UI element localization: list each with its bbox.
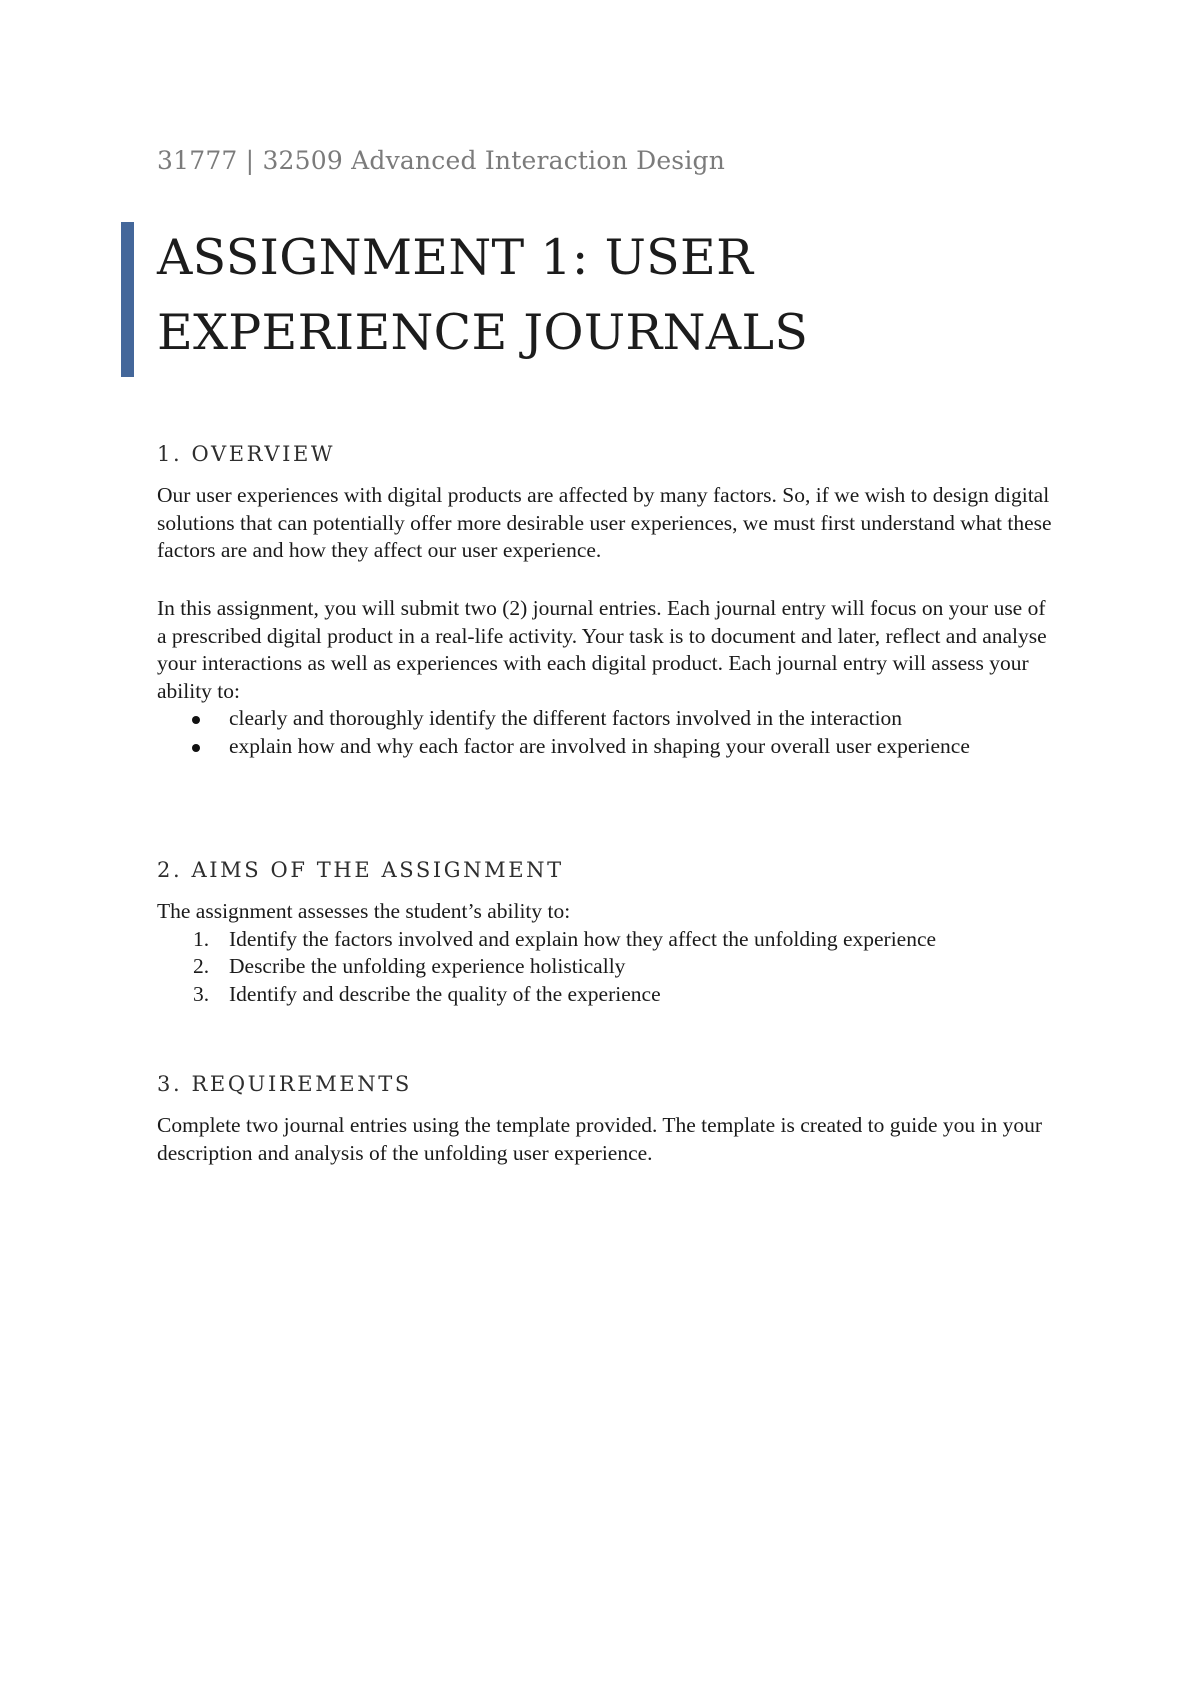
overview-paragraph-1: [157, 482, 1057, 565]
overview-bullet-list: [157, 705, 1057, 760]
section-heading-overview: 1. OVERVIEW: [157, 442, 336, 466]
title-accent-bar: [121, 222, 134, 377]
list-number: 3.: [193, 981, 210, 1006]
requirements-text: Complete two journal entries using the template provided. The template is created to guide you in your description and analysis of the unfolding user experience.: [157, 1113, 1043, 1165]
bullet-icon: [192, 744, 200, 752]
list-number: 2.: [193, 954, 210, 978]
course-header: 31777 | 32509 Advanced Interaction Design: [157, 146, 726, 175]
bullet-icon: [192, 716, 200, 724]
section-heading-aims: 2. AIMS OF THE ASSIGNMENT: [157, 858, 564, 882]
aims-numbered-list: [157, 926, 1057, 1009]
document-title: ASSIGNMENT 1: USER EXPERIENCE JOURNALS: [157, 229, 809, 361]
overview-paragraph-2: [157, 595, 1057, 760]
list-item: [157, 705, 1057, 733]
list-item: [157, 953, 1057, 981]
section-heading-requirements: 3. REQUIREMENTS: [157, 1072, 412, 1096]
list-item: [157, 733, 1057, 761]
list-item: [157, 926, 1057, 954]
list-item: [157, 981, 1057, 1009]
list-text: Describe the unfolding experience holistically: [229, 954, 626, 978]
requirements-paragraph: [157, 1112, 1057, 1167]
bullet-text: clearly and thoroughly identify the different factors involved in the interaction: [229, 706, 903, 730]
list-text: Identify the factors involved and explain how they affect the unfolding experience: [229, 926, 937, 951]
bullet-text: explain how and why each factor are involved in shaping your overall user experience: [229, 733, 970, 758]
aims-block: [157, 898, 1057, 1008]
overview-text-2: In this assignment, you will submit two (2) journal entries. Each journal entry will focus on your use of a prescribed digital product in a real-life activity. Your task is to document and later, reflect and analyse your interactions as well as experiences with each digital product. Each journal entry will assess your ability to:: [157, 596, 1047, 703]
overview-text-1: Our user experiences with digital products are affected by many factors. So, if we wish to design digital solutions that can potentially offer more desirable user experiences, we must first understand what these factors are and how they affect our user experience.: [157, 483, 1052, 562]
list-number: 1.: [193, 926, 210, 951]
aims-intro: The assignment assesses the student’s ability to:: [157, 899, 571, 923]
list-text: Identify and describe the quality of the experience: [229, 981, 661, 1006]
